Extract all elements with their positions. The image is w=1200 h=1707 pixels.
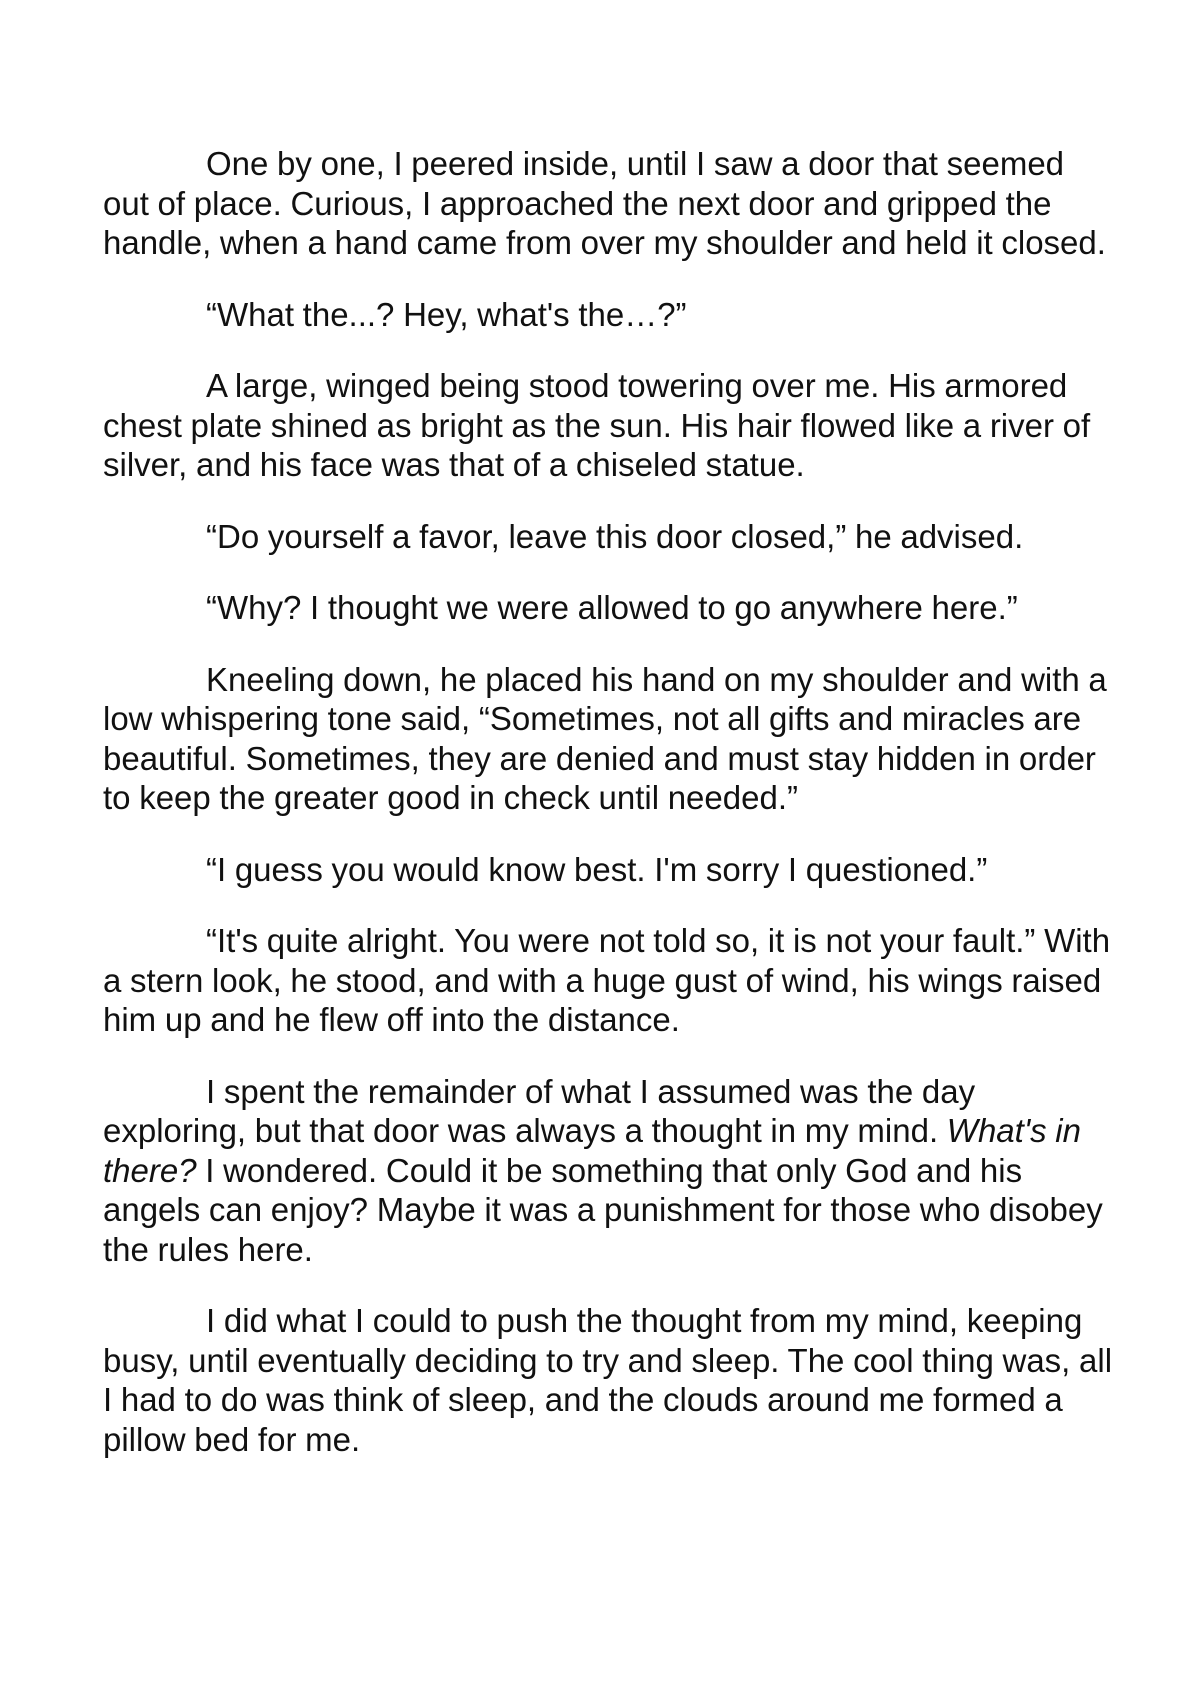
italic-thought: What's in there?	[103, 1112, 1081, 1189]
paragraph-text: I spent the remainder of what I assumed was the day exploring, but that door was always a thought in my mind.	[103, 1072, 976, 1149]
paragraph: I did what I could to push the thought from my mind, keeping busy, until eventually deciding to try and sleep. The cool thing was, all I had to do was think of sleep, and the clouds around me formed a pillow bed for me.	[103, 1302, 1113, 1458]
paragraph-text: I wondered. Could it be something that only God and his angels can enjoy? Maybe it was a punishment for those who disobey the rules here.	[103, 1151, 1103, 1268]
paragraph: One by one, I peered inside, until I saw a door that seemed out of place. Curious, I approached the next door and gripped the handle, when a hand came from over my shoulder and held it closed.	[103, 145, 1106, 261]
paragraph	[103, 1072, 1113, 1270]
body-text	[103, 144, 1113, 1491]
paragraph: “Why? I thought we were allowed to go anywhere here.”	[206, 589, 1018, 626]
paragraph: Kneeling down, he placed his hand on my shoulder and with a low whispering tone said, “Sometimes, not all gifts and miracles are beautiful. Sometimes, they are denied and must stay hidden in order to keep the greater good in check until needed.”	[103, 660, 1107, 816]
paragraph: A large, winged being stood towering over me. His armored chest plate shined as bright as the sun. His hair flowed like a river of silver, and his face was that of a chiseled statue.	[103, 367, 1091, 483]
paragraph: “I guess you would know best. I'm sorry I questioned.”	[206, 850, 988, 888]
paragraph: “It's quite alright. You were not told so, it is not your fault.” With a stern look, he stood, and with a huge gust of wind, his wings raised him up and he flew off into the distance.	[103, 922, 1111, 1038]
paragraph: “What the...? Hey, what's the…?”	[206, 295, 687, 333]
paragraph: “Do yourself a favor, leave this door closed,” he advised.	[206, 517, 1024, 555]
